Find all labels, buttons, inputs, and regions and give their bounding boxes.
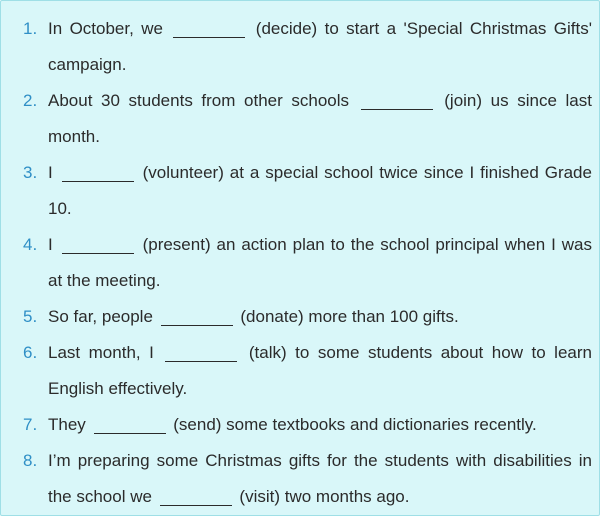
sentence-start: They — [48, 415, 86, 434]
sentence-end: (join) us since last month. — [48, 91, 592, 146]
item-number: 3. — [23, 163, 38, 182]
answer-blank — [165, 345, 237, 362]
sentence-end: (donate) more than 100 gifts. — [240, 307, 459, 326]
item-number: 6. — [23, 343, 38, 362]
list-item — [1, 407, 601, 443]
item-number: 1. — [23, 19, 38, 38]
sentence-end: (decide) to start a 'Special Christmas Gifts' campaign. — [48, 19, 592, 74]
sentence-start: So far, people — [48, 307, 153, 326]
item-number: 2. — [23, 91, 38, 110]
list-item — [1, 11, 601, 83]
exercise-list — [1, 11, 601, 515]
sentence-start: About 30 students from other schools — [48, 91, 350, 110]
list-item — [1, 443, 601, 515]
sentence-start: I — [48, 163, 53, 182]
item-number: 4. — [23, 235, 38, 254]
sentence-start: Last month, I — [48, 343, 154, 362]
sentence-end: (present) an action plan to the school principal when I was at the meeting. — [48, 235, 592, 290]
answer-blank — [161, 309, 233, 326]
sentence-start: In October, we — [48, 19, 163, 38]
sentence-end: (visit) two months ago. — [239, 487, 410, 506]
answer-blank — [94, 417, 166, 434]
answer-blank — [160, 489, 232, 506]
item-number: 8. — [23, 451, 38, 470]
sentence-end: (talk) to some students about how to learn English effectively. — [48, 343, 592, 398]
answer-blank — [62, 165, 134, 182]
list-item — [1, 83, 601, 155]
item-number: 7. — [23, 415, 38, 434]
list-item — [1, 299, 601, 335]
list-item — [1, 155, 601, 227]
answer-blank — [173, 21, 245, 38]
list-item — [1, 335, 601, 407]
sentence-end: (send) some textbooks and dictionaries recently. — [173, 415, 537, 434]
sentence-end: (volunteer) at a special school twice since I finished Grade 10. — [48, 163, 592, 218]
item-number: 5. — [23, 307, 38, 326]
answer-blank — [62, 237, 134, 254]
sentence-start: I’m preparing some Christmas gifts for the students with disabilities in the school we — [48, 451, 592, 506]
sentence-start: I — [48, 235, 53, 254]
answer-blank — [361, 93, 433, 110]
list-item — [1, 227, 601, 299]
